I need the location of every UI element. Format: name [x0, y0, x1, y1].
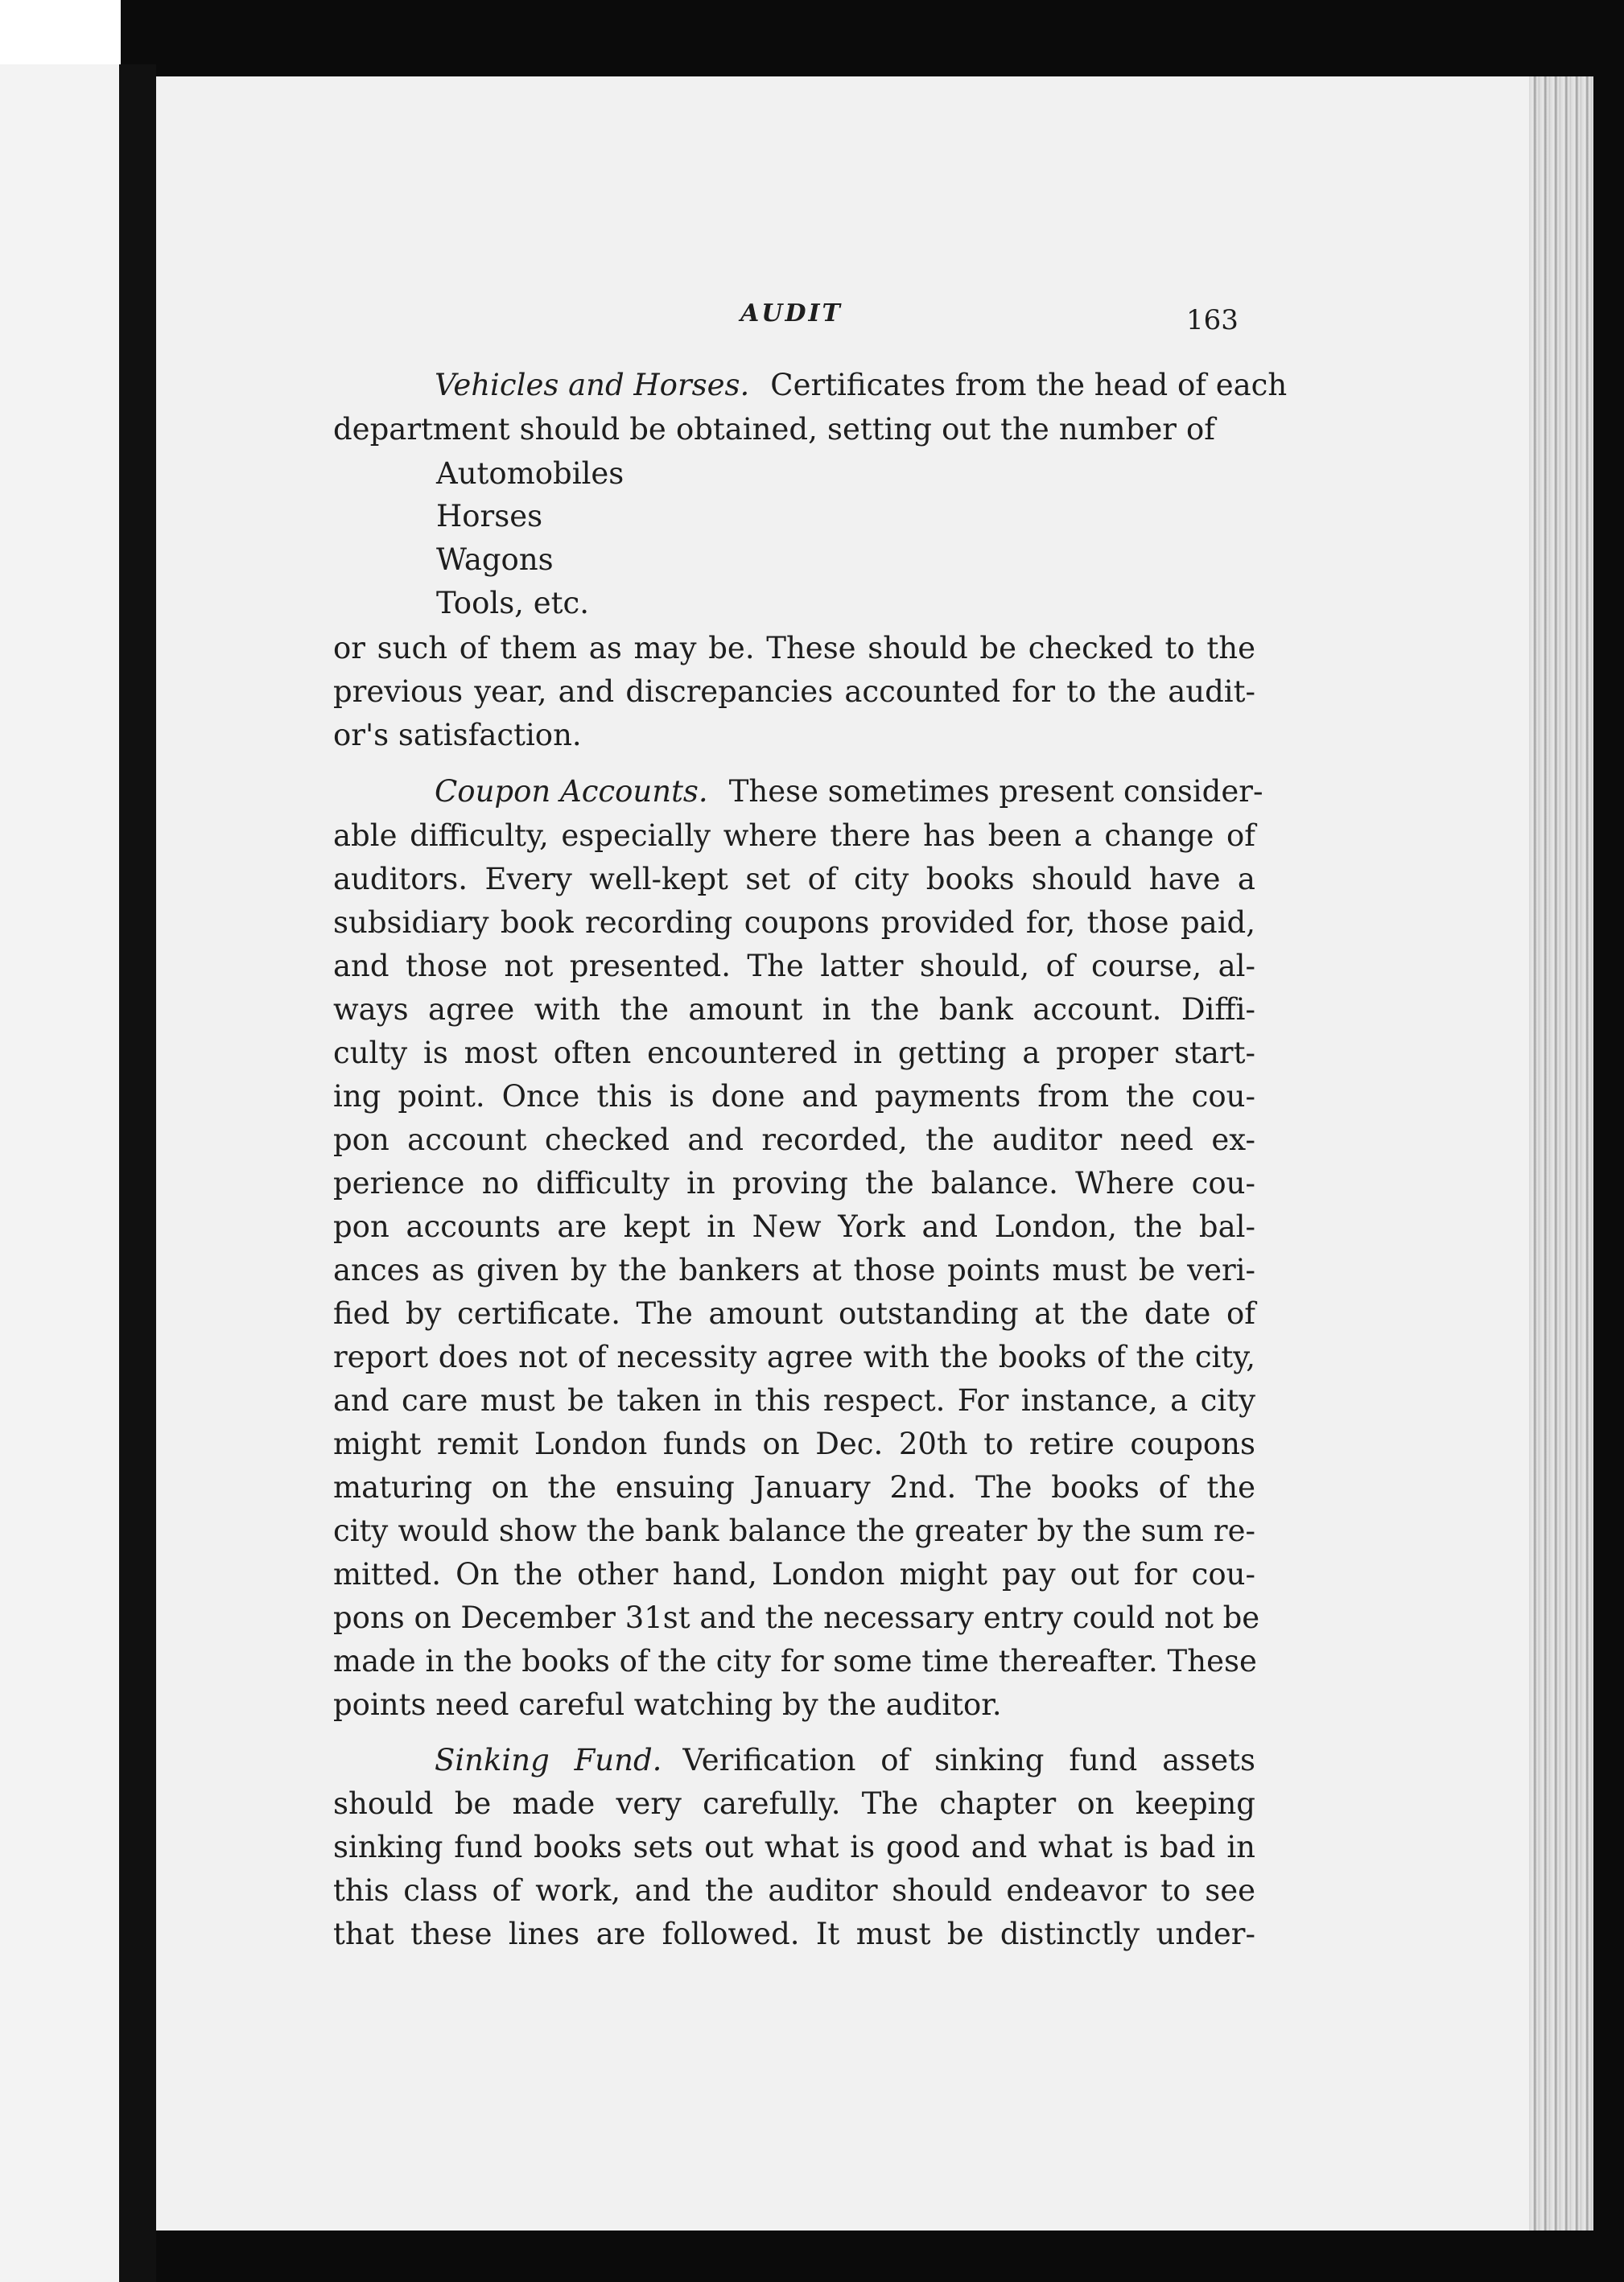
- text-line: ances as given by the bankers at those points must be veri-: [333, 1253, 1255, 1287]
- text-line: report does not of necessity agree with the books of the city,: [333, 1340, 1255, 1374]
- text-line: pon account checked and recorded, the auditor need ex-: [333, 1122, 1255, 1157]
- paragraph-coupon-line-1: [435, 774, 1263, 809]
- text-line: pon accounts are kept in New York and London, the bal-: [333, 1209, 1255, 1244]
- text-line: that these lines are followed. It must be distinctly under-: [333, 1917, 1255, 1951]
- text-run: Certificates from the head of each: [770, 368, 1288, 402]
- text-line: and care must be taken in this respect. For instance, a city: [333, 1383, 1255, 1418]
- text-line: and those not presented. The latter should, of course, al-: [333, 949, 1255, 983]
- text-line: perience no difficulty in proving the balance. Where cou-: [333, 1166, 1255, 1201]
- text-line: auditors. Every well-kept set of city books should have a: [333, 862, 1255, 896]
- text-line: able difficulty, especially where there has been a change of: [333, 818, 1255, 853]
- paragraph-vehicles-line-3: or such of them as may be. These should be checked to the: [333, 631, 1255, 665]
- paragraph-vehicles-line-4: previous year, and discrepancies accounted for to the audit-: [333, 674, 1255, 709]
- text-line: mitted. On the other hand, London might pay out for cou-: [333, 1557, 1255, 1592]
- text-line: this class of work, and the auditor should endeavor to see: [333, 1873, 1255, 1908]
- paragraph-vehicles-line-1: [435, 368, 1288, 402]
- section-heading-sinking: Sinking Fund.: [435, 1743, 662, 1777]
- list-item: Horses: [436, 499, 543, 533]
- text-line: culty is most often encountered in getting a proper start-: [333, 1036, 1255, 1070]
- paragraph-vehicles-line-5: or's satisfaction.: [333, 718, 582, 752]
- text-line: fied by certificate. The amount outstanding at the date of: [333, 1296, 1255, 1331]
- section-heading-vehicles: Vehicles and Horses.: [435, 368, 750, 402]
- text-line: pons on December 31st and the necessary entry could not be: [333, 1600, 1260, 1635]
- list-item: Tools, etc.: [436, 586, 589, 620]
- text-line: might remit London funds on Dec. 20th to retire coupons: [333, 1427, 1255, 1461]
- text-line: sinking fund books sets out what is good and what is bad in: [333, 1830, 1255, 1864]
- page-number: 163: [1186, 304, 1239, 336]
- list-item: Wagons: [436, 542, 554, 577]
- text-line: ways agree with the amount in the bank account. Diffi-: [333, 992, 1255, 1027]
- text-line: city would show the bank balance the greater by the sum re-: [333, 1514, 1255, 1548]
- paragraph-vehicles-line-2: department should be obtained, setting out the number of: [333, 412, 1215, 447]
- section-heading-coupon: Coupon Accounts.: [435, 774, 708, 809]
- text-run: These sometimes present consider-: [728, 774, 1263, 809]
- list-item: Automobiles: [436, 456, 624, 491]
- text-run: Verification of sinking fund assets: [682, 1743, 1255, 1777]
- text-line: ing point. Once this is done and payments from the cou-: [333, 1079, 1255, 1114]
- running-head: AUDIT: [740, 299, 843, 327]
- text-line: should be made very carefully. The chapter on keeping: [333, 1786, 1255, 1821]
- paragraph-sinking-line-1: [435, 1745, 1255, 1775]
- text-line: maturing on the ensuing January 2nd. The books of the: [333, 1470, 1255, 1505]
- text-line: subsidiary book recording coupons provided for, those paid,: [333, 905, 1255, 940]
- text-line: made in the books of the city for some time thereafter. These: [333, 1644, 1257, 1679]
- text-line: points need careful watching by the auditor.: [333, 1687, 1002, 1722]
